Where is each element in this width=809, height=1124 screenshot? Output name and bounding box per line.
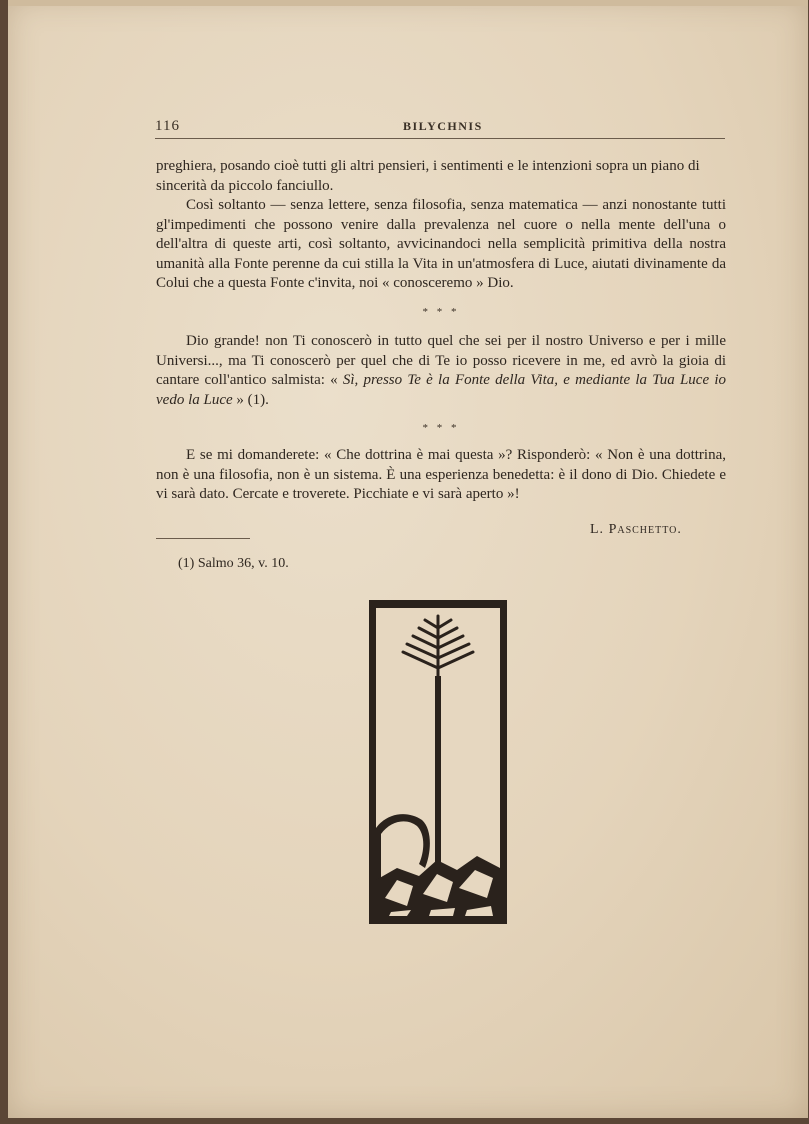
page-number: 116 (155, 118, 180, 134)
paragraph-2 (156, 196, 726, 294)
header-rule (155, 138, 725, 139)
paragraph-4 (156, 446, 726, 505)
wheat-stalk (435, 676, 441, 876)
footnote-rule (156, 538, 250, 539)
paragraph-3-tail: » (1). (232, 391, 269, 408)
section-separator-2: * * * (422, 422, 460, 434)
author-initial: L. (590, 522, 605, 537)
paragraph-1 (156, 157, 726, 196)
paragraph-4-text: E se mi domanderete: « Che dottrina è mai questa »? Risponderò: « Non è una dottrina, non è una filosofia, non è un sistema. È una esperienza benedetta: è il dono di Dio. Chiedete e vi sarà dato. Cercate e troverete. Picchiate e vi sarà aperto »! (156, 447, 726, 502)
paragraph-3 (156, 332, 726, 410)
running-head: BILYCHNIS (403, 119, 483, 133)
author-signature (590, 522, 682, 538)
paragraph-1-text: preghiera, posando cioè tutti gli altri pensieri, i sentimenti e le intenzioni sopra un piano di sincerità da piccolo fanciullo. (156, 158, 700, 194)
paragraph-2-text: Così soltanto — senza lettere, senza filosofia, senza matematica — anzi nonostante tutti gl'impedimenti che possono venire dalla prevalenza nel cuore o nella mente dell'una o dell'altra di queste arti, così soltanto, avvicinandoci nella semplicità primitiva della nostra umanità alla Fonte perenne da cui stilla la Vita in un'atmosfera di Luce, aiutati divinamente da Colui che a questa Fonte c'invita, noi « conosceremo » Dio. (156, 197, 726, 291)
psalm-quote: Sì, presso Te è la Fonte della Vita, e mediante la Tua Luce io vedo la Luce (156, 372, 726, 408)
section-separator-1: * * * (422, 306, 460, 318)
paragraph-3-text (156, 332, 726, 410)
author-surname: Paschetto. (608, 522, 682, 537)
page-header (155, 118, 725, 138)
wheat-woodcut-illustration (367, 598, 509, 926)
footnote: (1) Salmo 36, v. 10. (178, 556, 289, 571)
page-top-edge (8, 0, 808, 6)
paragraph-3-lead: Dio grande! non Ti conoscerò in tutto quel che sei per il nostro Universo e per i mille Universi..., ma Ti conoscerò per quel che di Te io posso ricevere in me, ed avrò la gioia di cantare coll'antico salmista: « (156, 333, 726, 388)
